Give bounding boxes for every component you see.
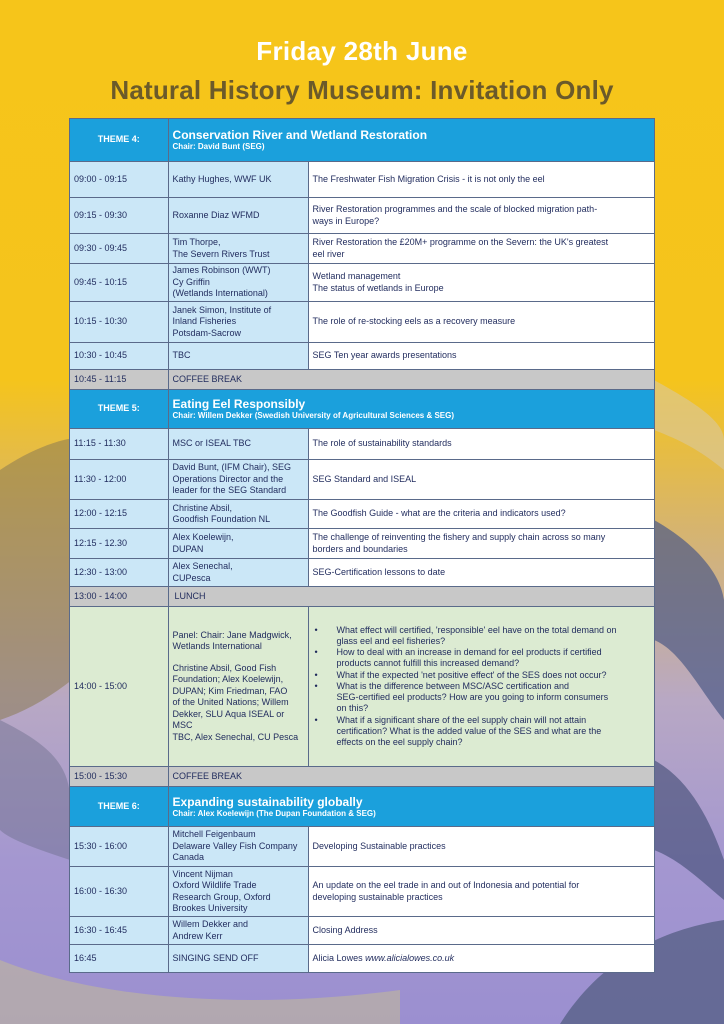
schedule-row xyxy=(70,867,655,917)
theme-chair: Chair: Willem Dekker (Swedish University of Agricultural Sciences & SEG) xyxy=(172,411,455,420)
speaker-line: Tim Thorpe, xyxy=(172,237,221,247)
speaker-line: MSC or ISEAL TBC xyxy=(172,438,252,449)
schedule-row xyxy=(70,529,655,559)
theme-info xyxy=(168,119,654,162)
speaker xyxy=(168,827,308,867)
speaker-line: Dekker, SLU Aqua ISEAL or MSC xyxy=(172,708,285,731)
topic-line: The challenge of reinventing the fishery and supply chain across so many xyxy=(312,532,606,542)
session-time: 16:30 - 16:45 xyxy=(70,917,169,945)
session-time: 09:15 - 09:30 xyxy=(70,198,169,234)
topic-line: Closing Address xyxy=(312,924,378,935)
session-time: 09:00 - 09:15 xyxy=(70,162,169,198)
speaker-line: Janek Simon, Institute of xyxy=(172,304,272,315)
session-time: 12:30 - 13:00 xyxy=(70,559,169,587)
schedule-table xyxy=(69,118,655,973)
schedule-row xyxy=(70,302,655,343)
speaker: SINGING SEND OFF xyxy=(168,945,308,973)
coffee-break-row xyxy=(70,370,655,390)
schedule-row xyxy=(70,162,655,198)
question-line: glass eel and eel fisheries? xyxy=(336,636,446,647)
speaker-line: Inland Fisheries xyxy=(172,316,237,327)
speaker-line: Alex Senechal, xyxy=(172,561,233,571)
question-item xyxy=(313,625,650,647)
theme-info xyxy=(168,390,654,429)
session-time: 11:30 - 12:00 xyxy=(70,460,169,500)
schedule-row xyxy=(70,429,655,460)
topic xyxy=(308,500,654,529)
speaker-line: Kathy Hughes, WWF UK xyxy=(172,173,272,184)
schedule-row xyxy=(70,460,655,500)
speaker xyxy=(168,529,308,559)
topic xyxy=(308,198,654,234)
topic-line: An update on the eel trade in and out of Indonesia and potential for xyxy=(312,880,580,890)
speaker-line: of the United Nations; Willem xyxy=(172,697,289,708)
speaker xyxy=(168,198,308,234)
theme-header-4 xyxy=(70,119,655,162)
break-time: 15:00 - 15:30 xyxy=(70,767,169,787)
theme-label: THEME 4: xyxy=(70,119,169,162)
speaker-line: Oxford Wildlife Trade xyxy=(172,880,257,890)
speaker-line: TBC, Alex Senechal, CU Pesca xyxy=(172,731,299,742)
schedule-row xyxy=(70,343,655,370)
session-time: 15:30 - 16:00 xyxy=(70,827,169,867)
panel-questions xyxy=(308,607,654,767)
question-line: • What is the difference between MSC/ASC certification and xyxy=(336,680,569,691)
speaker xyxy=(168,500,308,529)
theme-header-6 xyxy=(70,787,655,827)
session-time: 10:30 - 10:45 xyxy=(70,343,169,370)
topic-line: River Restoration programmes and the scale of blocked migration path- xyxy=(312,204,598,214)
topic-line: The role of sustainability standards xyxy=(312,438,452,449)
session-time: 12:00 - 12:15 xyxy=(70,500,169,529)
speaker-line: DUPAN; Kim Friedman, FAO xyxy=(172,685,288,696)
theme-chair: Chair: David Bunt (SEG) xyxy=(172,142,265,151)
question-line: • What if the expected 'net positive effect' of the SES does not occur? xyxy=(336,669,607,680)
speaker xyxy=(168,917,308,945)
topic-line: The status of wetlands in Europe xyxy=(312,282,444,293)
topic xyxy=(308,827,654,867)
session-time: 09:30 - 09:45 xyxy=(70,234,169,264)
coffee-break-row xyxy=(70,767,655,787)
question-item xyxy=(313,647,650,669)
session-time: 12:15 - 12.30 xyxy=(70,529,169,559)
speaker-line: Panel: Chair: Jane Madgwick, xyxy=(172,629,292,640)
topic-line: ways in Europe? xyxy=(312,215,380,226)
question-item xyxy=(313,681,650,715)
topic-line: Wetland management xyxy=(312,271,401,281)
session-time: 09:45 - 10:15 xyxy=(70,264,169,302)
schedule-row xyxy=(70,264,655,302)
lunch-row xyxy=(70,587,655,607)
session-time: 16:00 - 16:30 xyxy=(70,867,169,917)
question-line: effects on the eel supply chain? xyxy=(336,736,463,747)
topic xyxy=(308,234,654,264)
topic-line: River Restoration the £20M+ programme on the Severn: the UK's greatest xyxy=(312,237,609,247)
theme-title: Eating Eel Responsibly xyxy=(172,397,306,411)
speaker-line: Potsdam-Sacrow xyxy=(172,327,242,338)
theme-label: THEME 6: xyxy=(70,787,169,827)
topic-line: The Goodfish Guide - what are the criteria and indicators used? xyxy=(312,508,566,519)
question-line: products cannot fulfill this increased demand? xyxy=(336,658,520,669)
break-label: LUNCH xyxy=(168,587,654,607)
speaker-line: Christine Absil, xyxy=(172,502,233,513)
speaker-line: CUPesca xyxy=(172,572,211,583)
topic-line: SEG Standard and ISEAL xyxy=(312,473,417,484)
speaker xyxy=(168,559,308,587)
speaker-line: Delaware Valley Fish Company xyxy=(172,840,298,851)
speaker-line: James Robinson (WWT) xyxy=(172,265,271,276)
speaker-line: Willem Dekker and xyxy=(172,919,249,929)
theme-title: Expanding sustainability globally xyxy=(172,794,363,809)
topic xyxy=(308,343,654,370)
topic xyxy=(308,559,654,587)
theme-info xyxy=(168,787,654,827)
speaker-line: Research Group, Oxford xyxy=(172,891,271,902)
question-line: • What effect will certified, 'responsible' eel have on the total demand on xyxy=(336,624,617,635)
speaker xyxy=(168,302,308,343)
event-venue: Natural History Museum: Invitation Only xyxy=(110,75,614,105)
topic-line: borders and boundaries xyxy=(312,543,408,554)
session-time: 14:00 - 15:00 xyxy=(70,607,169,767)
panel-speakers xyxy=(168,607,308,767)
speaker-line: Roxanne Diaz WFMD xyxy=(172,209,260,220)
topic xyxy=(308,917,654,945)
question-item xyxy=(313,715,650,749)
topic xyxy=(308,302,654,343)
performer-website-link[interactable]: www.alicialowes.co.uk xyxy=(365,952,455,963)
topic xyxy=(308,867,654,917)
speaker-line: Canada xyxy=(172,852,205,863)
question-list xyxy=(313,625,650,748)
speaker-line: Brookes University xyxy=(172,903,248,913)
speaker-line: leader for the SEG Standard xyxy=(172,485,287,496)
schedule-row xyxy=(70,500,655,529)
theme-header-5 xyxy=(70,390,655,429)
page-header xyxy=(0,36,724,106)
speaker-line: DUPAN xyxy=(172,543,204,554)
speaker-line: Cy Griffin xyxy=(172,276,210,287)
speaker xyxy=(168,343,308,370)
speaker-line: Foundation; Alex Koelewijn, xyxy=(172,674,284,685)
speaker xyxy=(168,234,308,264)
speaker xyxy=(168,162,308,198)
break-time: 10:45 - 11:15 xyxy=(70,370,169,390)
speaker-line: (Wetlands International) xyxy=(172,288,268,299)
schedule-row xyxy=(70,234,655,264)
topic xyxy=(308,264,654,302)
topic-line: eel river xyxy=(312,248,345,259)
break-label: COFFEE BREAK xyxy=(168,370,654,390)
speaker-line: Alex Koelewijn, xyxy=(172,532,234,542)
question-item xyxy=(313,670,650,681)
session-time: 11:15 - 11:30 xyxy=(70,429,169,460)
question-line: SEG-certified eel products? How are you going to inform consumers xyxy=(336,692,609,703)
schedule-row xyxy=(70,827,655,867)
schedule-row xyxy=(70,917,655,945)
theme-chair: Chair: Alex Koelewijn (The Dupan Foundation & SEG) xyxy=(172,808,376,818)
speaker-line: Andrew Kerr xyxy=(172,930,223,941)
speaker-line: TBC xyxy=(172,350,191,361)
speaker-line: Goodfish Foundation NL xyxy=(172,514,271,524)
speaker-line: Vincent Nijman xyxy=(172,868,233,879)
topic xyxy=(308,429,654,460)
topic xyxy=(308,162,654,198)
closing-row xyxy=(70,945,655,973)
topic xyxy=(308,460,654,500)
speaker-line: Christine Absil, Good Fish xyxy=(172,662,277,673)
break-label: COFFEE BREAK xyxy=(168,767,654,787)
theme-title: Conservation River and Wetland Restoration xyxy=(172,128,428,142)
panel-row xyxy=(70,607,655,767)
speaker-line: David Bunt, (IFM Chair), SEG xyxy=(172,462,292,473)
topic-line: SEG Ten year awards presentations xyxy=(312,350,457,361)
question-line: • How to deal with an increase in demand for eel products if certified xyxy=(336,647,602,658)
question-line: • What if a significant share of the eel supply chain will not attain xyxy=(336,714,587,725)
theme-label: THEME 5: xyxy=(70,390,169,429)
session-time: 10:15 - 10:30 xyxy=(70,302,169,343)
break-time: 13:00 - 14:00 xyxy=(70,587,169,607)
speaker xyxy=(168,867,308,917)
event-date: Friday 28th June xyxy=(256,36,468,66)
speaker-line: Operations Director and the xyxy=(172,473,284,484)
speaker-line: The Severn Rivers Trust xyxy=(172,248,270,259)
schedule-row xyxy=(70,559,655,587)
schedule-row xyxy=(70,198,655,234)
performer-name: Alicia Lowes xyxy=(312,952,363,963)
topic-line: The Freshwater Fish Migration Crisis - it is not only the eel xyxy=(312,173,545,184)
speaker xyxy=(168,460,308,500)
topic-line: The role of re-stocking eels as a recovery measure xyxy=(312,316,516,327)
speaker-line: Mitchell Feigenbaum xyxy=(172,829,256,840)
speaker xyxy=(168,429,308,460)
speaker xyxy=(168,264,308,302)
topic xyxy=(308,945,654,973)
question-line: on this? xyxy=(336,703,369,714)
session-time: 16:45 xyxy=(70,945,169,973)
topic xyxy=(308,529,654,559)
speaker-line: Wetlands International xyxy=(172,641,262,652)
topic-line: developing sustainable practices xyxy=(312,891,443,902)
topic-line: Developing Sustainable practices xyxy=(312,840,446,851)
topic-line: SEG-Certification lessons to date xyxy=(312,566,446,577)
question-line: certification? What is the added value of the SES and what are the xyxy=(336,725,602,736)
